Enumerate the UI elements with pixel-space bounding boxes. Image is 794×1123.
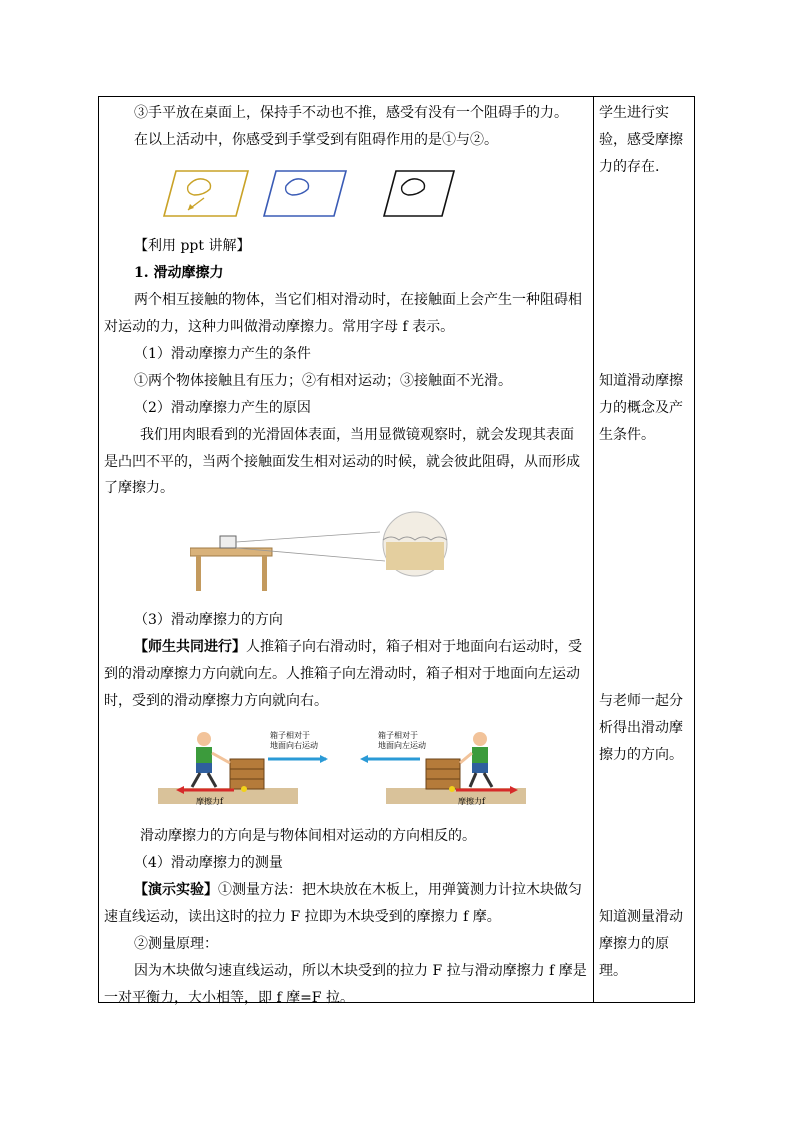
ppt-title: 【利用 ppt 讲解】: [134, 238, 251, 254]
side-column: [594, 96, 695, 1003]
friction-label: 摩擦力f: [458, 797, 485, 806]
text-line: 因为木块做匀速直线运动，所以木块受到的拉力 F 拉与滑动摩擦力 f 摩是: [134, 963, 587, 979]
text-line: 时，受到的滑动摩擦力方向就向右。: [104, 693, 328, 709]
main-column: [98, 96, 593, 1006]
text-line: 滑动摩擦力的方向是与物体间相对运动的方向相反的。: [140, 828, 476, 844]
hand-rest-icon: [384, 171, 454, 216]
text-line: 是凸凹不平的，当两个接触面发生相对运动的时候，就会彼此阻碍，从而形成: [104, 454, 580, 470]
text-line: 两个相互接触的物体，当它们相对滑动时，在接触面上会产生一种阻碍相: [134, 292, 582, 308]
text-span: ①测量方法：把木块放在木板上，用弹簧测力计拉木块做匀: [218, 882, 582, 898]
text-line: [134, 880, 582, 900]
text-line: ③手平放在桌面上，保持手不动也不推，感受有没有一个阻碍手的力。: [134, 105, 568, 121]
subsection-title: （2）滑动摩擦力产生的原因: [134, 400, 311, 416]
text-line: 了摩擦力。: [104, 480, 174, 496]
side-note: 生条件。: [599, 427, 655, 443]
activity-tag: 【师生共同进行】: [134, 639, 246, 655]
side-note: 力的概念及产: [599, 400, 683, 416]
side-note: 力的存在.: [599, 159, 660, 175]
friction-label: 摩擦力f: [196, 797, 223, 806]
side-note: 理。: [599, 963, 627, 979]
activity-tag: 【演示实验】: [134, 882, 218, 898]
text-line: 到的滑动摩擦力方向就向左。人推箱子向左滑动时，箱子相对于地面向左运动: [104, 666, 580, 682]
hand-figures: [158, 166, 458, 221]
side-note: 析得出滑动摩: [599, 720, 683, 736]
hand-press-icon: [164, 171, 248, 216]
text-line: 一对平衡力，大小相等，即 f 摩=F 拉。: [104, 990, 354, 1006]
side-note: 验，感受摩擦: [599, 132, 683, 148]
side-note: 与老师一起分: [599, 693, 683, 709]
side-note: 摩擦力的原: [599, 936, 669, 952]
section-title: 1. 滑动摩擦力: [134, 265, 224, 281]
subsection-title: （3）滑动摩擦力的方向: [134, 612, 283, 628]
microscope-illustration: [190, 506, 450, 596]
text-line: 速直线运动，读出这时的拉力 F 拉即为木块受到的摩擦力 f 摩。: [104, 909, 501, 925]
text-span: 人推箱子向右滑动时，箱子相对于地面向右运动时，受: [246, 639, 582, 655]
side-note: 知道测量滑动: [599, 909, 683, 925]
text-line: 在以上活动中，你感受到手掌受到有阻碍作用的是①与②。: [134, 132, 498, 148]
push-figures: [158, 721, 528, 811]
hand-push-icon: [264, 171, 346, 216]
text-line: [134, 637, 582, 657]
side-note: 知道滑动摩擦: [599, 373, 683, 389]
text-line: ①两个物体接触且有压力；②有相对运动；③接触面不光滑。: [134, 373, 512, 389]
figure-label: 箱子相对于: [270, 731, 310, 740]
figure-label: 地面向左运动: [378, 741, 426, 750]
figure-label: 地面向右运动: [270, 741, 318, 750]
text-line: 我们用肉眼看到的光滑固体表面，当用显微镜观察时，就会发现其表面: [140, 427, 574, 443]
subsection-title: ②测量原理：: [134, 936, 218, 952]
text-line: 对运动的力，这种力叫做滑动摩擦力。常用字母 f 表示。: [104, 319, 455, 335]
subsection-title: （4）滑动摩擦力的测量: [134, 855, 283, 871]
figure-label: 箱子相对于: [378, 731, 418, 740]
subsection-title: （1）滑动摩擦力产生的条件: [134, 346, 311, 362]
side-note: 学生进行实: [599, 105, 669, 121]
side-note: 擦力的方向。: [599, 747, 683, 763]
